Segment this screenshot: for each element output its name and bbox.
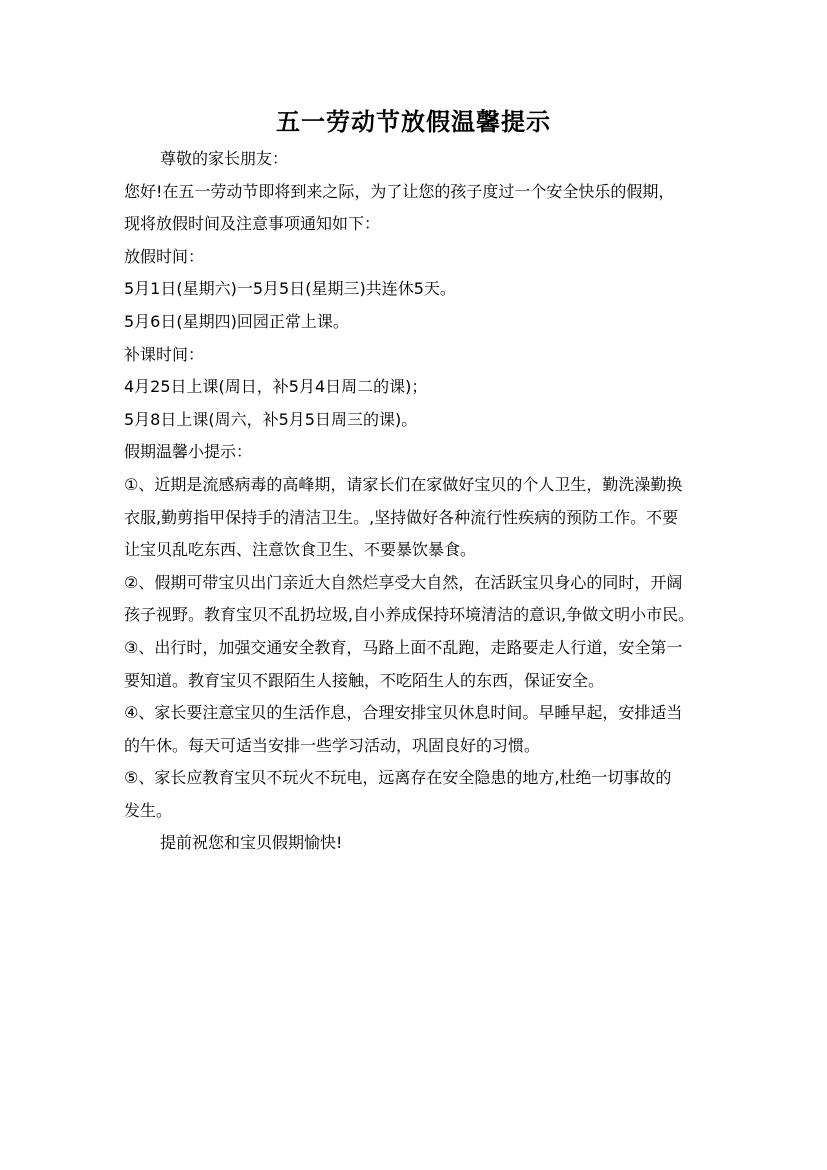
paragraph-line: 您好!在五一劳动节即将到来之际，为了让您的孩子度过一个安全快乐的假期， bbox=[124, 181, 675, 201]
document-body bbox=[124, 143, 714, 860]
tip-line: ③、出行时，加强交通安全教育，马路上面不乱跑，走路要走人行道，安全第一 bbox=[124, 637, 683, 657]
tip-line: 衣服,勤剪指甲保持手的清洁卫生。,坚持做好各种流行性疾病的预防工作。不要 bbox=[124, 507, 679, 527]
closing-line: 提前祝您和宝贝假期愉快! bbox=[160, 833, 343, 853]
tip-line: ④、家长要注意宝贝的生活作息，合理安排宝贝休息时间。早睡早起，安排适当 bbox=[124, 703, 683, 723]
paragraph-line: 现将放假时间及注意事项通知如下： bbox=[124, 214, 381, 234]
tip-line: 的午休。每天可适当安排一些学习活动，巩固良好的习惯。 bbox=[124, 735, 541, 755]
tip-line: ②、假期可带宝贝出门亲近大自然烂享受大自然，在活跃宝贝身心的同时，开阔 bbox=[124, 572, 683, 592]
tip-line: 发生。 bbox=[124, 800, 173, 820]
section-heading-makeup: 补课时间： bbox=[124, 344, 205, 364]
tip-line: ①、近期是流感病毒的高峰期，请家长们在家做好宝贝的个人卫生，勤洗澡勤换 bbox=[124, 474, 683, 494]
salutation: 尊敬的家长朋友： bbox=[160, 149, 289, 168]
paragraph-line: 5月6日(星期四)回园正常上课。 bbox=[124, 311, 349, 331]
section-heading-tips: 假期温馨小提示： bbox=[124, 442, 253, 462]
paragraph-line: 5月1日(星期六)一5月5日(星期三)共连休5天。 bbox=[124, 279, 456, 299]
tip-line: 孩子视野。教育宝贝不乱扔垃圾,自小养成保持环境清洁的意识,争做文明小市民。 bbox=[124, 605, 695, 625]
paragraph-line: 4月25日上课(周日，补5月4日周二的课)； bbox=[124, 377, 428, 397]
tip-line: 要知道。教育宝贝不跟陌生人接触，不吃陌生人的东西，保证安全。 bbox=[124, 670, 605, 690]
tip-line: 让宝贝乱吃东西、注意饮食卫生、不要暴饮暴食。 bbox=[124, 540, 477, 560]
document-title: 五一劳动节放假温馨提示 bbox=[276, 107, 551, 136]
tip-line: ⑤、家长应教育宝贝不玩火不玩电，远离存在安全隐患的地方,杜绝一切事故的 bbox=[124, 768, 672, 788]
section-heading-holiday: 放假时间： bbox=[124, 246, 205, 266]
paragraph-line: 5月8日上课(周六，补5月5日周三的课)。 bbox=[124, 409, 418, 429]
